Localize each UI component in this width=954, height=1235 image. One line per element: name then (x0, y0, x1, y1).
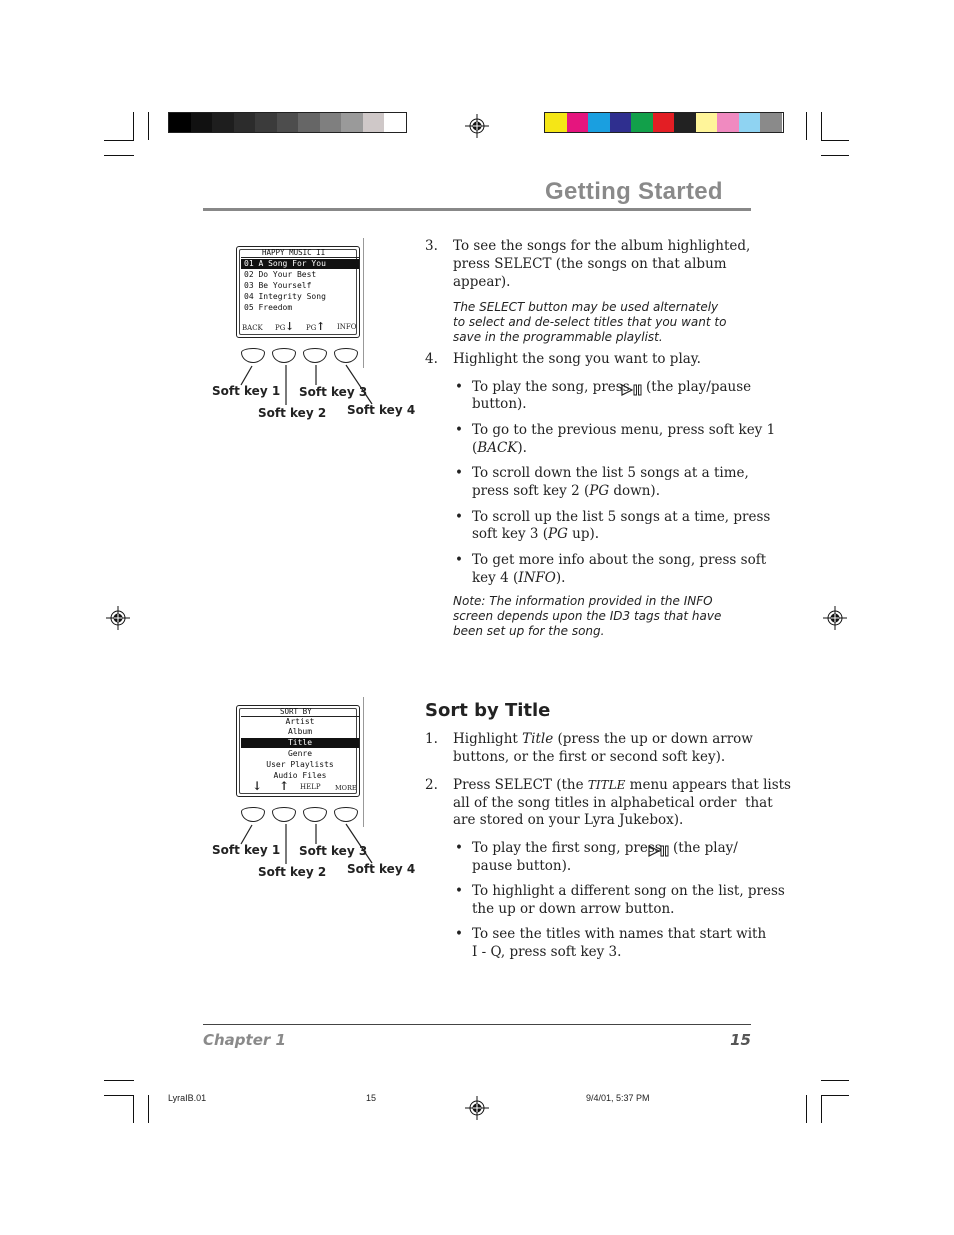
screen-row: 02 Do Your Best (244, 270, 317, 279)
soft-key-3-label: Soft key 3 (299, 385, 368, 399)
note-line: Note: The information provided in the INFO (453, 594, 713, 608)
step-number: 3. (425, 238, 438, 254)
note-line: been set up for the song. (453, 624, 605, 638)
bullet-item (472, 882, 785, 900)
screen-row: 05 Freedom (244, 303, 293, 312)
soft-key-2-label: Soft key 2 (258, 406, 327, 420)
bullet-text: soft key 3 ( (472, 526, 549, 542)
step-2-line (453, 776, 791, 794)
footer-rule (203, 1024, 751, 1025)
step-4-text: Highlight the song you want to play. (453, 351, 701, 367)
soft-key-3-label: Soft key 3 (299, 844, 368, 858)
bullet-text: key 4 ( (472, 570, 519, 586)
note-line: save in the programmable playlist. (453, 330, 663, 344)
bullet-text: BACK (477, 440, 518, 456)
soft-label-pg-down: PG (275, 324, 286, 332)
step-text: TITLE (587, 778, 626, 792)
soft-key-4-label: Soft key 4 (347, 403, 416, 417)
step-number: 1. (425, 731, 438, 747)
chapter-label: Chapter 1 (203, 1031, 286, 1049)
screen-row: 03 Be Yourself (244, 281, 312, 290)
bullet-text: To scroll down the list 5 songs at a time, (472, 465, 749, 481)
bullet-text: To play the song, press (472, 379, 630, 395)
step-2-line: are stored on your Lyra Jukebox). (453, 812, 684, 828)
page-number: 15 (730, 1031, 751, 1049)
soft-label-pg-up: PG (306, 324, 317, 332)
step-text: Press SELECT (the (453, 777, 588, 793)
bullet-text: PG (548, 526, 568, 542)
step-3-line: press SELECT (the songs on that album (453, 256, 727, 272)
bullet-text: the up or down arrow button. (472, 901, 675, 917)
step-1-line: buttons, or the first or second soft key). (453, 749, 726, 765)
step-3-line: To see the songs for the album highlighted, (453, 238, 751, 254)
bullet-text: To see the titles with names that start with (472, 926, 767, 942)
bullet-text: ). (517, 440, 527, 456)
bullet-text: ( (472, 440, 478, 456)
slug-page: 15 (366, 1093, 377, 1103)
bullet-text: To go to the previous menu, press soft key 1 (472, 422, 776, 438)
play-pause-icon (648, 842, 670, 861)
step-text: Highlight (453, 731, 523, 747)
bullet-text: (the play/ (673, 840, 738, 856)
bullet-text: To get more info about the song, press soft (472, 552, 767, 568)
screen-row: Genre (287, 749, 313, 758)
screen-row: 04 Integrity Song (244, 292, 326, 301)
bullet-text: (the play/pause (646, 379, 752, 395)
arrow-up-icon: ↑ (316, 320, 326, 333)
screen-row-highlighted: 01 A Song For You (241, 259, 359, 269)
step-number: 2. (425, 777, 438, 793)
step-text: menu appears that lists (625, 777, 791, 793)
arrow-down-icon: ↓ (285, 320, 295, 333)
step-text: (press the up or down arrow (553, 731, 753, 747)
bullet-text: I - Q, press soft key 3. (472, 944, 622, 960)
bullet-text: pause button). (472, 858, 572, 874)
bullet-text: ). (555, 570, 566, 586)
bullet-text: down). (609, 483, 660, 499)
step-3-line: appear). (453, 274, 511, 290)
soft-key-2-label: Soft key 2 (258, 865, 327, 879)
step-number: 4. (425, 351, 438, 367)
bullet-text: To scroll up the list 5 songs at a time, press (472, 509, 771, 525)
bullet-text: INFO (518, 570, 556, 586)
soft-label-more: MORE (335, 784, 357, 792)
note-line: The SELECT button may be used alternately (453, 300, 719, 314)
bullet-text: button). (472, 396, 527, 412)
screen-row: Audio Files (273, 771, 327, 780)
screen-row: Album (287, 727, 313, 736)
soft-label-info: INFO (337, 323, 357, 331)
soft-label-help: HELP (300, 783, 321, 791)
screen-title: HAPPY MUSIC II (262, 248, 326, 257)
step-2-line: all of the song titles in alphabetical order that (453, 795, 773, 811)
screen-row: Artist (285, 717, 315, 726)
slug-filename: LyraIB.01 (168, 1093, 207, 1103)
bullet-text: To highlight a different song on the list, press (472, 883, 785, 899)
soft-key-1-label: Soft key 1 (212, 384, 281, 398)
bullet-text: PG (589, 483, 610, 499)
bullet-item (472, 925, 766, 943)
bullet-item (472, 839, 662, 857)
arrow-up-icon: ↑ (279, 779, 290, 793)
note-line: to select and de-select titles that you want to (453, 315, 727, 329)
slug-date: 9/4/01, 5:37 PM (586, 1093, 650, 1103)
screen-row-highlighted: Title (241, 738, 359, 748)
step-text: Title (522, 731, 554, 747)
bullet-text: press soft key 2 ( (472, 483, 590, 499)
bullet-text: up). (567, 526, 600, 542)
screen-row: User Playlists (266, 760, 334, 769)
soft-key-1-label: Soft key 1 (212, 843, 281, 857)
note-line: screen depends upon the ID3 tags that have (453, 609, 722, 623)
step-1-line (453, 730, 753, 748)
soft-label-back: BACK (242, 324, 263, 332)
soft-key-4-label: Soft key 4 (347, 862, 416, 876)
screen-title: SORT BY (280, 707, 312, 716)
arrow-down-icon: ↓ (252, 779, 263, 793)
page-title: Getting Started (545, 178, 723, 205)
section-heading: Sort by Title (425, 700, 551, 721)
bullet-text: To play the first song, press (472, 840, 662, 856)
